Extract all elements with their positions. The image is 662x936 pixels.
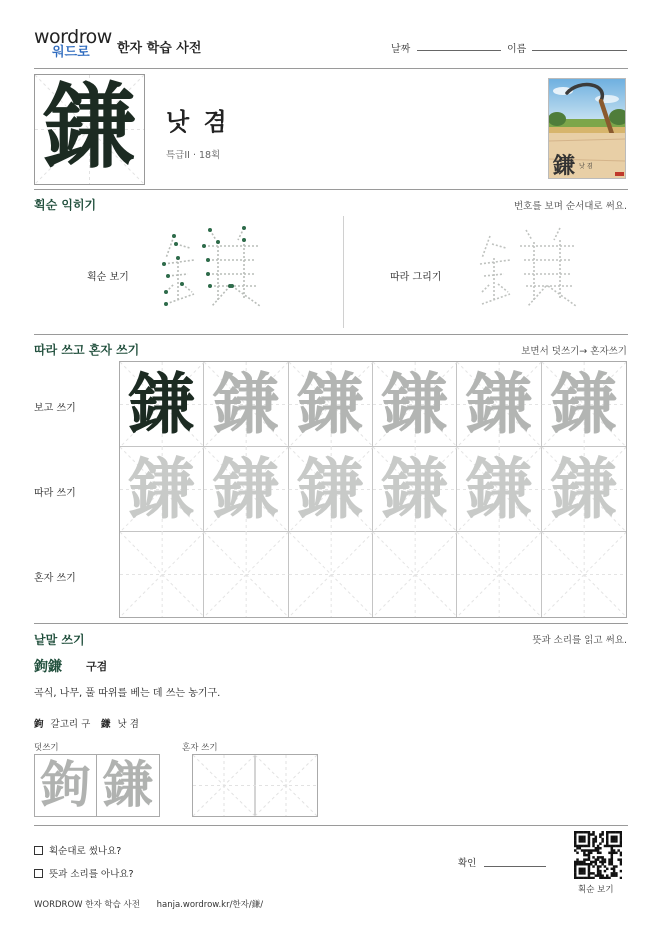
word-trace-cell[interactable] <box>35 755 97 816</box>
practice-cell[interactable] <box>542 362 626 447</box>
date-label: 날짜 <box>391 44 411 55</box>
practice-char: 鎌 <box>550 450 617 528</box>
practice-cell[interactable] <box>204 532 288 617</box>
practice-char: 鎌 <box>128 450 195 528</box>
word-trace-char: 鉤 <box>40 755 91 814</box>
guide-lines <box>542 532 626 617</box>
practice-char: 鎌 <box>381 450 448 528</box>
guide-lines <box>193 755 317 816</box>
guide-lines <box>457 532 541 617</box>
practice-char: 鎌 <box>212 450 279 528</box>
app-title: 한자 학습 사전 <box>117 41 202 56</box>
qr-code[interactable] <box>574 831 622 879</box>
stroke-trace-diagram <box>476 222 584 310</box>
word-meaning: 곡식, 나무, 풀 따위를 베는 데 쓰는 농기구. <box>34 688 221 699</box>
practice-cell[interactable] <box>373 447 457 532</box>
checkbox[interactable] <box>34 846 43 855</box>
gloss-reading: 낫 겸 <box>117 719 139 730</box>
word-section-title: 낱말 쓰기 <box>34 633 85 647</box>
gloss-item <box>34 716 90 730</box>
checklist-item-stroke[interactable] <box>34 843 121 857</box>
word-reading: 구겸 <box>86 660 108 673</box>
wordrow-logo <box>34 28 114 64</box>
practice-cell[interactable] <box>120 447 204 532</box>
guide-lines <box>289 532 373 617</box>
book-cover-badge <box>615 172 624 176</box>
guide-lines <box>373 532 457 617</box>
practice-cell[interactable] <box>457 362 541 447</box>
write-section-note: 보면서 덧쓰기→ 혼자쓰기 <box>521 346 627 357</box>
practice-cell[interactable] <box>289 532 373 617</box>
practice-char: 鎌 <box>550 365 617 443</box>
word-solo-label: 혼자 쓰기 <box>182 743 218 753</box>
practice-cell[interactable] <box>289 362 373 447</box>
write-section-title: 따라 쓰고 혼자 쓰기 <box>34 343 140 357</box>
confirm-field[interactable] <box>484 866 546 867</box>
word-section-note: 뜻과 소리를 읽고 써요. <box>532 635 627 646</box>
section-divider-3 <box>34 623 628 624</box>
word-trace-label: 덧쓰기 <box>34 743 59 753</box>
gloss-item <box>101 716 139 730</box>
gloss-reading: 갈고리 구 <box>50 719 91 730</box>
row-label-solo: 혼자 쓰기 <box>34 573 76 584</box>
stroke-order-diagram <box>160 222 268 310</box>
gloss-char: 鉤 <box>34 719 44 730</box>
row-label-trace: 따라 쓰기 <box>34 488 76 499</box>
section-divider-2 <box>34 334 628 335</box>
gloss-char: 鎌 <box>101 719 111 730</box>
main-character-box <box>34 74 145 185</box>
checklist-item-meaning[interactable] <box>34 866 134 880</box>
name-field[interactable] <box>532 50 627 51</box>
stroke-section-note: 번호를 보며 순서대로 써요. <box>513 201 627 212</box>
stroke-trace-label: 따라 그리기 <box>390 272 442 283</box>
practice-char: 鎌 <box>297 365 364 443</box>
practice-cell[interactable] <box>373 362 457 447</box>
practice-grid[interactable] <box>119 361 627 618</box>
guide-lines <box>120 532 204 617</box>
row-label-see: 보고 쓰기 <box>34 403 76 414</box>
practice-char: 鎌 <box>465 450 532 528</box>
guide-lines <box>204 532 288 617</box>
checklist-label: 뜻과 소리를 아나요? <box>49 869 134 880</box>
practice-char: 鎌 <box>128 365 195 443</box>
footer <box>34 898 263 910</box>
practice-cell[interactable] <box>289 447 373 532</box>
hanja-reading: 낫 겸 <box>166 108 230 136</box>
qr-label: 획순 보기 <box>578 885 614 895</box>
book-cover-image <box>548 78 626 179</box>
practice-cell[interactable] <box>204 447 288 532</box>
practice-char: 鎌 <box>381 365 448 443</box>
footer-brand: WORDROW 한자 학습 사전 <box>34 900 140 910</box>
practice-cell[interactable] <box>542 532 626 617</box>
word-hanja: 鉤鎌 <box>34 659 62 675</box>
section-divider-1 <box>34 189 628 190</box>
practice-cell[interactable] <box>120 362 204 447</box>
name-label: 이름 <box>507 44 527 55</box>
date-field[interactable] <box>417 50 501 51</box>
section-divider-4 <box>34 825 628 826</box>
practice-char: 鎌 <box>465 365 532 443</box>
practice-char: 鎌 <box>297 450 364 528</box>
word-trace-box[interactable] <box>34 754 160 817</box>
footer-url[interactable]: hanja.wordrow.kr/한자/鎌/ <box>156 900 264 910</box>
checkbox[interactable] <box>34 869 43 878</box>
book-cover-char: 鎌 <box>553 153 576 179</box>
logo-bottom-text: 워드로 <box>52 45 90 60</box>
practice-cell[interactable] <box>457 447 541 532</box>
stroke-section-title: 획순 익히기 <box>34 198 97 212</box>
header-divider <box>34 68 628 69</box>
logo-top-text: wordrow <box>34 26 112 48</box>
word-trace-char: 鎌 <box>103 755 153 814</box>
confirm-label: 확인 <box>458 858 477 869</box>
word-solo-box[interactable] <box>192 754 318 817</box>
practice-cell[interactable] <box>373 532 457 617</box>
practice-cell[interactable] <box>204 362 288 447</box>
word-trace-cell[interactable] <box>97 755 159 816</box>
hanja-meta: 특급II · 18획 <box>166 150 221 161</box>
practice-cell[interactable] <box>457 532 541 617</box>
practice-char: 鎌 <box>212 365 279 443</box>
book-cover-caption: 낫 겸 <box>579 163 593 170</box>
main-hanja: 鎌 <box>43 73 136 181</box>
practice-cell[interactable] <box>120 532 204 617</box>
stroke-view-label: 획순 보기 <box>87 272 129 283</box>
stroke-divider <box>343 216 344 328</box>
practice-cell[interactable] <box>542 447 626 532</box>
checklist-label: 획순대로 썼나요? <box>49 846 122 857</box>
